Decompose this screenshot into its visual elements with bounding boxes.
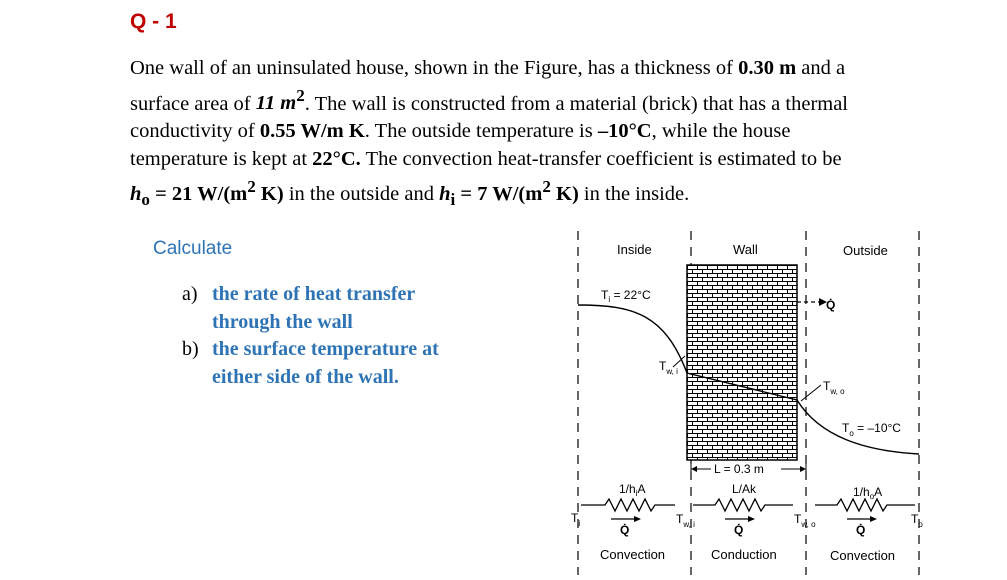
outside-temp-label: $T_o = -10^\circ C$	[842, 421, 901, 438]
list-item: a) the rate of heat transfer through the wall	[182, 283, 416, 333]
q-arrow-icon	[634, 516, 641, 522]
circuit-node-twi: $T_{w, i}$	[676, 512, 695, 529]
conduction-resistance-label: L/Ak	[732, 482, 757, 496]
problem-line-3: conductivity of 0.55 W/m K. The outside temperature is –10°C, while the house	[130, 120, 791, 143]
hi-formula: $h_i = 7$ $W/(m^2$ K)	[439, 177, 579, 210]
problem-line-5: $h_o = 21$ $W/(m^2$ K) in the outside and $h_i = 7$ $W/(m^2$ K) in the inside.	[130, 177, 690, 210]
q-arrow-icon	[870, 516, 877, 522]
mode-label-inside: Convection	[600, 547, 666, 562]
area-value: 11 $m^2$	[255, 86, 305, 115]
problem-line-2: surface area of 11 $m^2$. The wall is constructed from a material (brick) that has a thermal	[130, 86, 849, 115]
circuit-node-two: $T_{w, o}$	[794, 512, 816, 529]
inner-wall-temp-label: $T_{w, i}$	[659, 359, 678, 376]
q-arrow-icon	[748, 516, 755, 522]
problem-line-4: temperature is kept at 22°C. The convection heat-transfer coefficient is estimated to be	[130, 147, 842, 170]
brick-wall	[687, 265, 797, 460]
outside-temp-value: –10°C	[597, 120, 652, 143]
problem-statement	[130, 55, 950, 214]
ho-formula: $h_o = 21$ $W/(m^2$ K)	[130, 177, 284, 210]
conductivity-value: 0.55 W/m K	[259, 120, 365, 143]
mode-label-outside: Convection	[830, 548, 896, 563]
thermal-circuit	[581, 499, 915, 511]
dimension-arrow-right-icon	[800, 466, 806, 472]
inner-convection-resistance-label: $1/h_iA$	[619, 482, 646, 498]
thickness-label: L = 0.3 m	[714, 462, 764, 476]
house-temp-value: 22°C.	[312, 147, 361, 170]
calculate-heading: Calculate	[153, 238, 233, 259]
q-label: Q̇	[856, 523, 866, 537]
problem-line-1: One wall of an uninsulated house, shown in the Figure, has a thickness of 0.30 m and a	[130, 57, 846, 79]
q-label: Q̇	[620, 523, 630, 537]
outer-wall-temp-label: $T_{w, o}$	[823, 379, 845, 396]
outer-convection-resistance-label: $1/h_oA$	[853, 485, 883, 501]
inside-label: Inside	[617, 242, 652, 257]
outside-label: Outside	[843, 243, 888, 258]
list-item: b) the surface temperature at either side of the wall.	[182, 338, 439, 388]
q-label: Q̇	[734, 523, 744, 537]
wall-heat-transfer-figure	[565, 225, 945, 577]
circuit-node-to: $T_o$	[911, 512, 923, 529]
question-number: Q - 1	[130, 10, 177, 33]
mode-label-wall: Conduction	[711, 547, 777, 562]
dimension-arrow-left-icon	[691, 466, 697, 472]
inside-temp-label: $T_i = 22^\circ C$	[601, 288, 651, 304]
circuit-node-ti: $T_i$	[571, 511, 581, 528]
calculate-list	[182, 281, 439, 391]
heat-rate-label: Q̇	[826, 298, 836, 312]
wall-label: Wall	[733, 242, 758, 257]
thickness-value: 0.30 m	[738, 57, 797, 79]
